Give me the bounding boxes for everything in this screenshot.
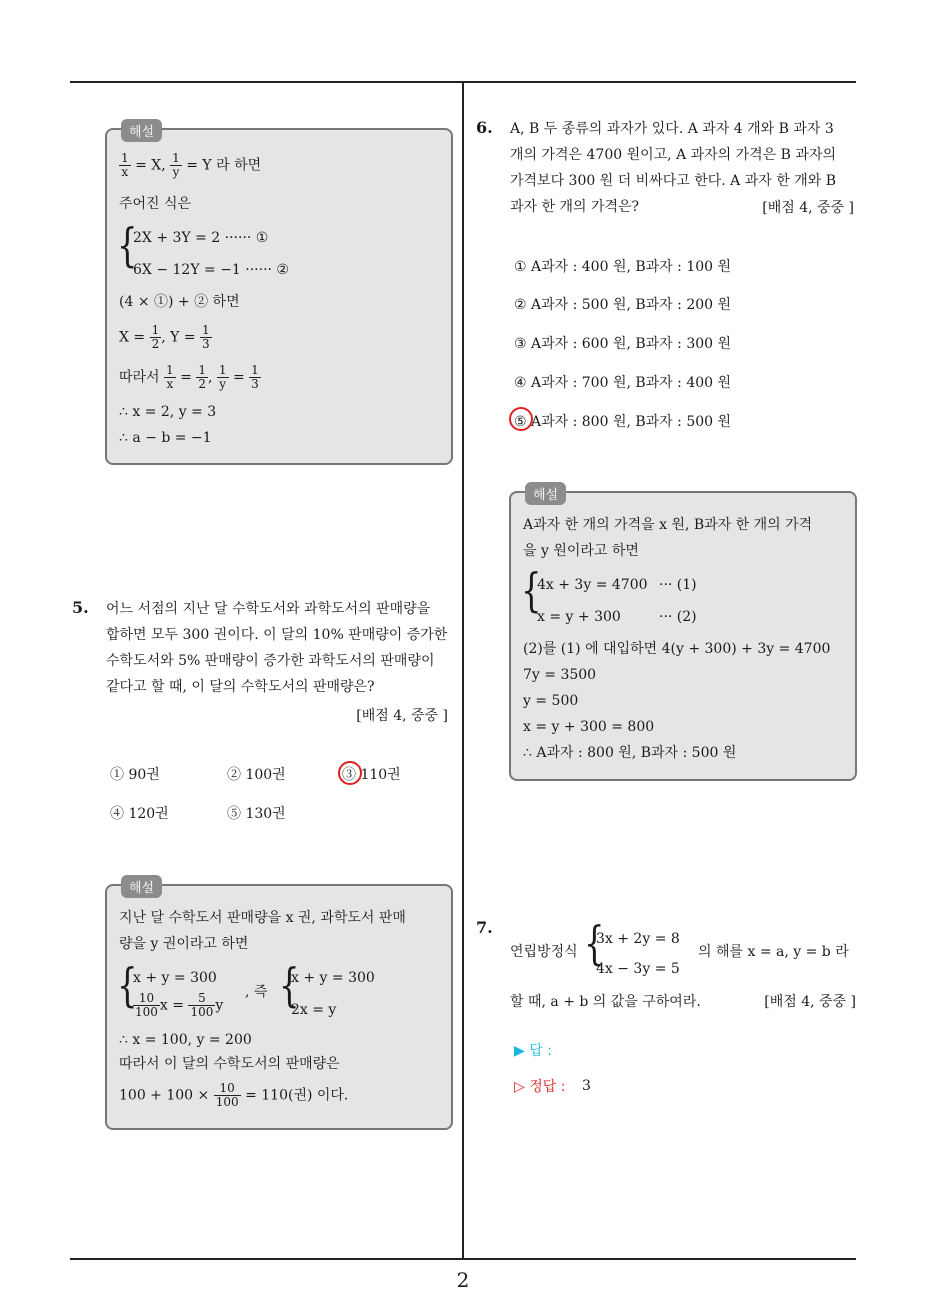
choice-option[interactable]: ④ 120권	[110, 806, 169, 822]
solution-line: 을 y 원이라고 하면	[523, 543, 639, 559]
bottom-rule	[70, 1258, 856, 1260]
equation-line: 2X + 3Y = 2 ······ ①	[133, 230, 269, 246]
solution-tag: 해설	[525, 482, 566, 505]
equation-line: x + y = 300	[291, 970, 375, 986]
choice-option[interactable]: ① A과자 : 400 원, B과자 : 100 원	[514, 259, 732, 275]
equation-line: 2x = y	[291, 1002, 337, 1018]
question-line: 합하면 모두 300 권이다. 이 달의 10% 판매량이 증가한	[106, 627, 448, 643]
system-brace: {	[279, 958, 300, 1012]
solution-line: ∴ x = 2, y = 3	[119, 404, 217, 420]
solution-line: y = 500	[523, 693, 579, 709]
solution-line: 7y = 3500	[523, 667, 597, 683]
choice-option[interactable]: ③ A과자 : 600 원, B과자 : 300 원	[514, 336, 732, 352]
solution-line: (2)를 (1) 에 대입하면 4(y + 300) + 3y = 4700	[523, 641, 831, 657]
solution-tag: 해설	[121, 875, 162, 898]
solution-box-q4	[105, 125, 453, 465]
equation-line: 4x − 3y = 5	[596, 961, 680, 977]
choice-option[interactable]: ⑤ 130권	[227, 806, 286, 822]
page-number: 2	[456, 1268, 470, 1292]
equation-line: 6X − 12Y = −1 ······ ②	[133, 262, 289, 278]
system-brace: {	[584, 916, 605, 970]
question-number-7: 7.	[476, 918, 493, 937]
choice-option[interactable]: ⑤ A과자 : 800 원, B과자 : 500 원	[514, 414, 732, 430]
solution-line: ∴ A과자 : 800 원, B과자 : 500 원	[523, 745, 737, 761]
system-brace: {	[117, 958, 138, 1012]
equation-line: $\frac{10}{100}$ x = $\frac{5}{100}$ y	[135, 991, 224, 1019]
equation-line: 4x + 3y = 4700	[537, 577, 648, 593]
selected-answer-circle	[338, 761, 362, 785]
equation-tag: ··· (2)	[659, 609, 697, 625]
solution-line: (4 × ①) + ② 하면	[119, 294, 240, 310]
question-text-7-prefix: 연립방정식	[510, 944, 578, 960]
question-line: 과자 한 개의 가격은?	[510, 199, 640, 215]
solution-line: 주어진 식은	[119, 196, 192, 212]
solution-line: 따라서 이 달의 수학도서의 판매량은	[119, 1056, 340, 1072]
solution-line: A과자 한 개의 가격을 x 원, B과자 한 개의 가격	[523, 517, 813, 533]
choice-option[interactable]: ① 90권	[110, 767, 160, 783]
equation-line: x = y + 300	[537, 609, 621, 625]
system-brace: {	[521, 563, 542, 617]
system-brace: {	[117, 218, 138, 272]
question-line: 가격보다 300 원 더 비싸다고 한다. A 과자 한 개와 B	[510, 173, 836, 189]
correct-answer-value: 3	[582, 1078, 591, 1094]
choice-option[interactable]: ③ 110권	[342, 767, 401, 783]
equation-line: 3x + 2y = 8	[596, 931, 680, 947]
solution-line: 100 + 100 × $\frac{10}{100}$ = 110(권) 이다.	[119, 1081, 349, 1109]
solution-line: 따라서 $\frac{1}{x}$ = $\frac{1}{2}$ , $\frac{1}{y}$ = $\frac{1}{3}$	[119, 363, 259, 391]
question-line: 같다고 할 때, 이 달의 수학도서의 판매량은?	[106, 679, 375, 695]
question-text-7-line2: 할 때, a + b 의 값을 구하여라.	[510, 994, 701, 1010]
column-divider	[462, 82, 464, 1258]
answer-label: ▶ 답 :	[514, 1043, 552, 1059]
choice-option[interactable]: ② 100권	[227, 767, 286, 783]
solution-line: , 즉	[245, 984, 268, 1000]
score-label: [배점 4, 중중 ]	[356, 708, 448, 724]
choice-option[interactable]: ② A과자 : 500 원, B과자 : 200 원	[514, 297, 732, 313]
equation-tag: ··· (1)	[659, 577, 697, 593]
correct-answer-label: ▷ 정답 :	[514, 1079, 566, 1095]
question-line: 개의 가격은 4700 원이고, A 과자의 가격은 B 과자의	[510, 147, 836, 163]
solution-line: 량을 y 권이라고 하면	[119, 936, 249, 952]
solution-line: X = $\frac{1}{2}$ , Y = $\frac{1}{3}$	[119, 323, 210, 351]
question-number-5: 5.	[72, 598, 89, 617]
solution-line: ∴ a − b = −1	[119, 430, 212, 446]
choice-option[interactable]: ④ A과자 : 700 원, B과자 : 400 원	[514, 375, 732, 391]
solution-tag: 해설	[121, 119, 162, 142]
question-line: 수학도서와 5% 판매량이 증가한 과학도서의 판매량이	[106, 653, 435, 669]
question-number-6: 6.	[476, 118, 493, 137]
question-line: 어느 서점의 지난 달 수학도서와 과학도서의 판매량을	[106, 601, 431, 617]
question-text-5	[106, 596, 447, 700]
score-label: [배점 4, 중중 ]	[764, 994, 856, 1010]
solution-line: ∴ x = 100, y = 200	[119, 1032, 252, 1048]
solution-line: $\frac{1}{x}$ = X, $\frac{1}{y}$ = Y 라 하면	[121, 151, 262, 179]
question-text-7-suffix: 의 해를 x = a, y = b 라	[698, 944, 849, 960]
selected-answer-circle	[509, 407, 533, 431]
score-label: [배점 4, 중중 ]	[762, 200, 854, 216]
solution-box-q5	[105, 881, 453, 1130]
solution-line: 지난 달 수학도서 판매량을 x 권, 과학도서 판매	[119, 910, 406, 926]
question-line: A, B 두 종류의 과자가 있다. A 과자 4 개와 B 과자 3	[510, 121, 834, 137]
equation-line: x + y = 300	[133, 970, 217, 986]
solution-line: x = y + 300 = 800	[523, 719, 655, 735]
solution-box-q6	[509, 488, 857, 781]
